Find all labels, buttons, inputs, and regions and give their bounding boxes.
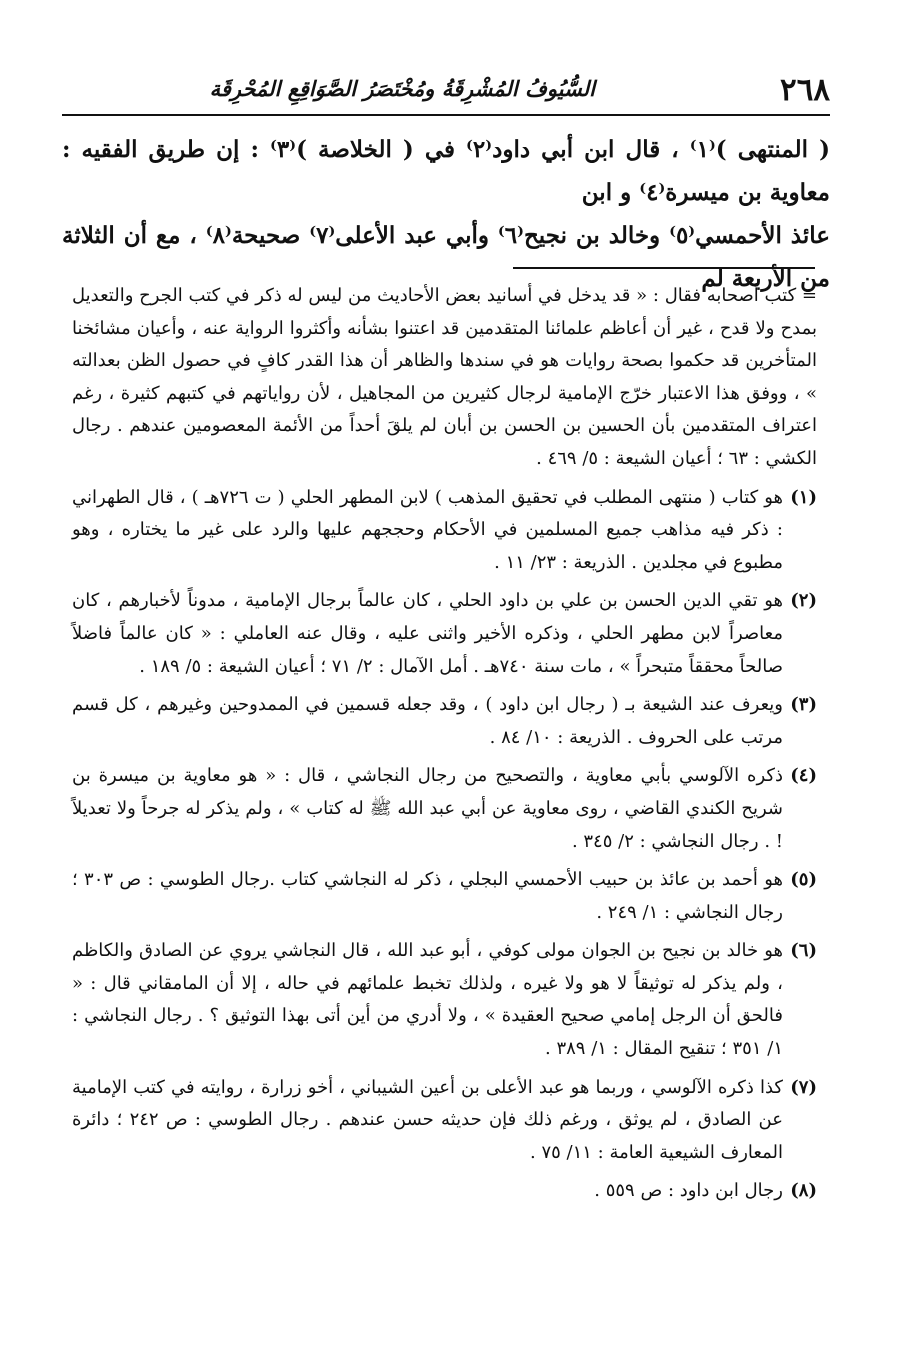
main-text-line: ( المنتهى )⁽١⁾ ، قال ابن أبي داود⁽٢⁾ في ( الخلاصة )⁽٣⁾ : إن طريق الفقيه : معاوية بن ميسرة⁽٤⁾ و ابن [62, 136, 830, 206]
footnote-number: (٣) [790, 694, 817, 716]
footnote-number: (٥) [790, 869, 817, 891]
footnote-text: هو كتاب ( منتهى المطلب في تحقيق المذهب ) لابن المطهر الحلي ( ت ٧٢٦هـ ) ، قال الطهراني : ذكر فيه مذاهب جميع المسلمين في الأحكام وحججهم عليها والرد على غير ما يختاره ، وهو مطبوع في مجلدين . الذريعة : ٢٣/ ١١ . [72, 486, 784, 573]
footnote-1 [72, 482, 817, 580]
running-title: السُّيُوفُ المُشْرِقَةُ ومُخْتَصَرُ الصَّوَاقِعِ المُحْرِقَة [209, 76, 595, 101]
footnote-number: (٧) [790, 1076, 817, 1098]
footnote-4 [72, 760, 817, 858]
main-text-line: عائذ الأحمسي⁽٥⁾ وخالد بن نجيح⁽٦⁾ وأبي عبد الأعلى⁽٧⁾ صحيحة⁽٨⁾ ، مع أن الثلاثة من الأربعة لم [62, 222, 830, 292]
footnote-continuation: = كتب أصحابه فقال : « قد يدخل في أسانيد بعض الأحاديث من ليس له ذكر في كتب الجرح والتعديل بمدح ولا قدح ، غير أن أعاظم علمائنا المتقدمين قد اعتنوا بشأنه وأكثروا الرواية عنه ، وأعيان مشائخنا المتأخرين قد حكموا بصحة روايات هو في سندها والظاهر أن هذا القدر كافٍ في حصول الظن بعدالته » ، ووفق هذا الاعتبار خرّج الإمامية لرجال كثيرين من المجاهيل ، لأن رواياتهم في كتبهم كثيرة ، رغم اعتراف المتقدمين بأن الحسين بن الحسن بن أبان لم يلقَ أحداً من الأئمة المعصومين عندهم . رجال الكشي : ٦٣ ؛ أعيان الشيعة : ٥/ ٤٦٩ . [72, 285, 817, 469]
footnotes [72, 280, 817, 1214]
footnote-8 [72, 1175, 817, 1208]
footnote-number: (٢) [790, 590, 817, 612]
footnote-number: (٦) [790, 940, 817, 962]
footnote-2 [72, 585, 817, 683]
footnote-number: (٨) [790, 1180, 817, 1202]
main-text [62, 128, 830, 300]
footnote-number: (١) [790, 486, 817, 508]
footnote-text: هو خالد بن نجيح بن الجوان مولى كوفي ، أبو عبد الله ، قال النجاشي يروي عن الصادق والكاظم ، ولم يذكر له توثيقاً لا هو ولا غيره ، ولذلك تخبط علمائهم في حاله ، إلا أن المامقاني قال : « فالحق أن الرجل إمامي صحيح العقيدة » ، ولا أدري من أين أتى بهذا التوثيق ؟ . رجال النجاشي : ١/ ٣٥١ ؛ تنقيح المقال : ١/ ٣٨٩ . [72, 940, 783, 1060]
footnote-7 [72, 1072, 817, 1170]
footnote-6 [72, 935, 817, 1065]
footnote-text: ذكره الآلوسي بأبي معاوية ، والتصحيح من رجال النجاشي ، قال : « هو معاوية بن ميسرة بن شريح الكندي القاضي ، روى معاوية عن أبي عبد الله ﷺ له كتاب » ، ولم يذكر له جرحاً ولا تعديلاً ! . رجال النجاشي : ٢/ ٣٤٥ . [72, 765, 783, 852]
footnote-3 [72, 689, 817, 754]
footnote-number: (٤) [790, 765, 817, 787]
footnote-text: هو تقي الدين الحسن بن علي بن داود الحلي ، كان عالماً برجال الإمامية ، مدوناً لأخبارهم ، كان معاصراً لابن مطهر الحلي ، وذكره الأخير واثنى عليه ، وقال عنه العاملي : « كان عالماً فاضلاً صالحاً محققاً متبحراً » ، مات سنة ٧٤٠هـ . أمل الآمال : ٢/ ٧١ ؛ أعيان الشيعة : ٥/ ١٨٩ . [72, 590, 783, 677]
footnote-text: رجال ابن داود : ص ٥٥٩ . [594, 1180, 783, 1202]
footnote-separator [513, 267, 815, 269]
footnote-text: كذا ذكره الآلوسي ، وربما هو عبد الأعلى بن أعين الشيباني ، أخو زرارة ، روايته في كتب الإمامية عن الصادق ، لم يوثق ، ورغم ذلك فإن حديثه حسن عندهم . رجال الطوسي : ص ٢٤٢ ؛ دائرة المعارف الشيعية العامة : ١١/ ٧٥ . [72, 1076, 783, 1163]
footnote-text: هو أحمد بن عائذ بن حبيب الأحمسي البجلي ، ذكر له النجاشي كتاب .رجال الطوسي : ص ٣٠٣ ؛ رجال النجاشي : ١/ ٢٤٩ . [72, 869, 783, 923]
footnote-5 [72, 864, 817, 929]
page-number: ٢٦٨ [780, 72, 830, 108]
footnote-text: ويعرف عند الشيعة بـ ( رجال ابن داود ) ، وقد جعله قسمين في الممدوحين وغيرهم ، كل قسم مرتب على الحروف . الذريعة : ١٠/ ٨٤ . [72, 694, 783, 748]
page-header [62, 72, 830, 116]
